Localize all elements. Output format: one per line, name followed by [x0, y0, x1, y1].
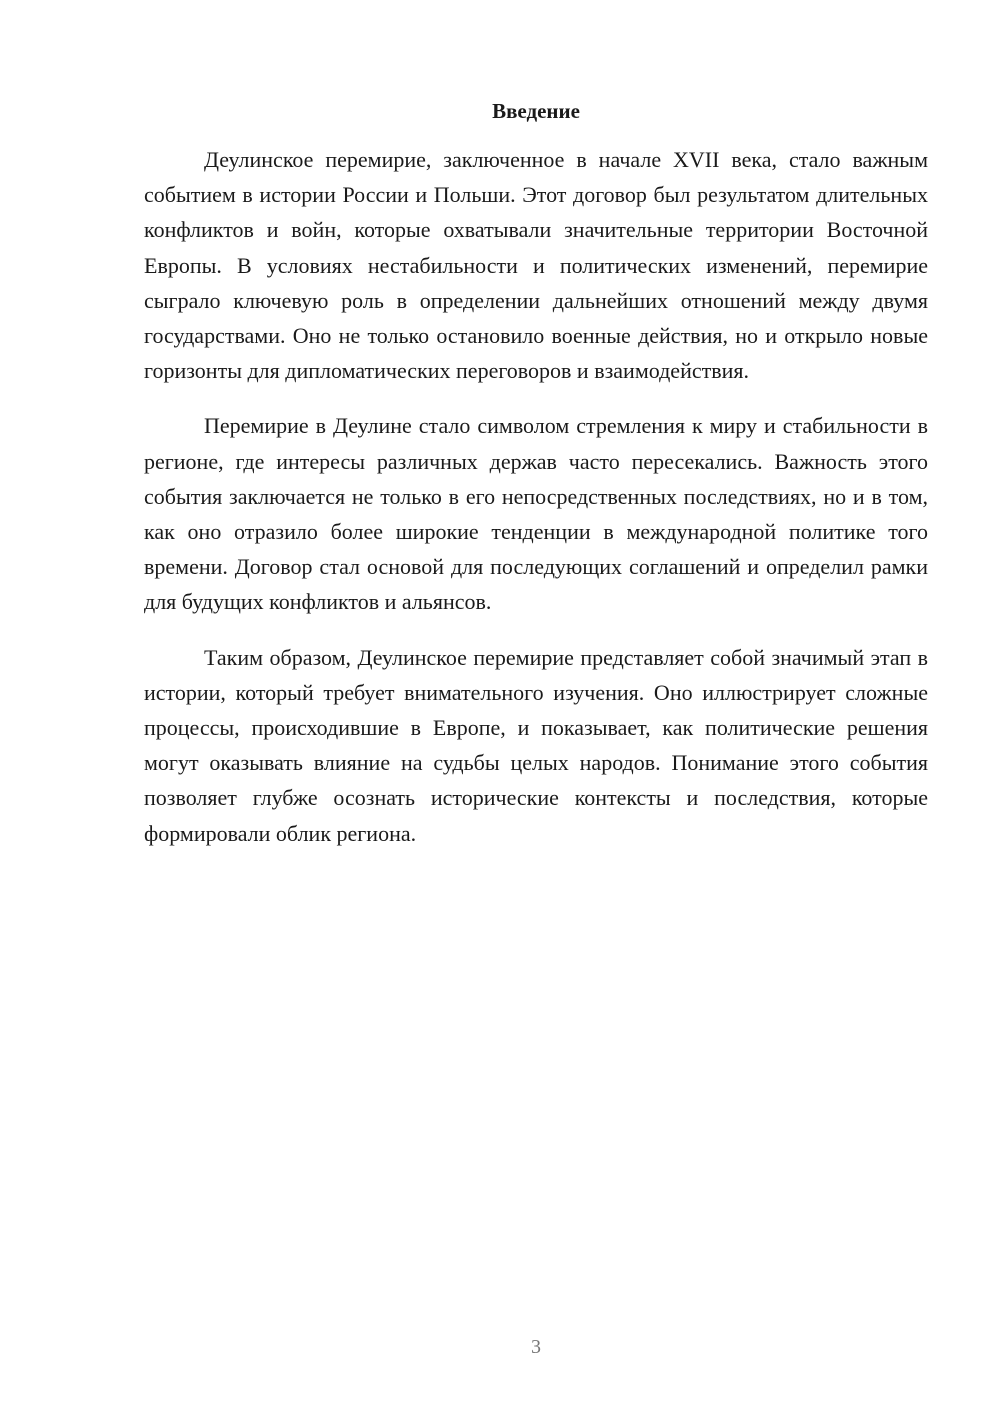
paragraph-1: Деулинское перемирие, заключенное в начале XVII века, стало важным событием в истории России и Польши. Этот договор был результатом длительных конфликтов и войн, которые охватывали значительные территории Восточной Европы. В условиях нестабильности и политических изменений, перемирие сыграло ключевую роль в определении дальнейших отношений между двумя государствами. Оно не только остановило военные действия, но и открыло новые горизонты для дипломатических переговоров и взаимодействия.: [144, 147, 928, 384]
body-text: [144, 142, 928, 871]
section-title: Введение: [492, 99, 580, 123]
paragraph-3: Таким образом, Деулинское перемирие представляет собой значимый этап в истории, который требует внимательного изучения. Оно иллюстрирует сложные процессы, происходившие в Европе, и показывает, как политические решения могут оказывать влияние на судьбы целых народов. Понимание этого события позволяет глубже осознать исторические контексты и последствия, которые формировали облик региона.: [144, 644, 928, 846]
page-number: 3: [531, 1336, 541, 1358]
paragraph-2: Перемирие в Деулине стало символом стремления к миру и стабильности в регионе, где интересы различных держав часто пересекались. Важность этого события заключается не только в его непосредственных последствиях, но и в том, как оно отразило более широкие тенденции в международной политике того времени. Договор стал основой для последующих соглашений и определил рамки для будущих конфликтов и альянсов.: [144, 413, 928, 615]
